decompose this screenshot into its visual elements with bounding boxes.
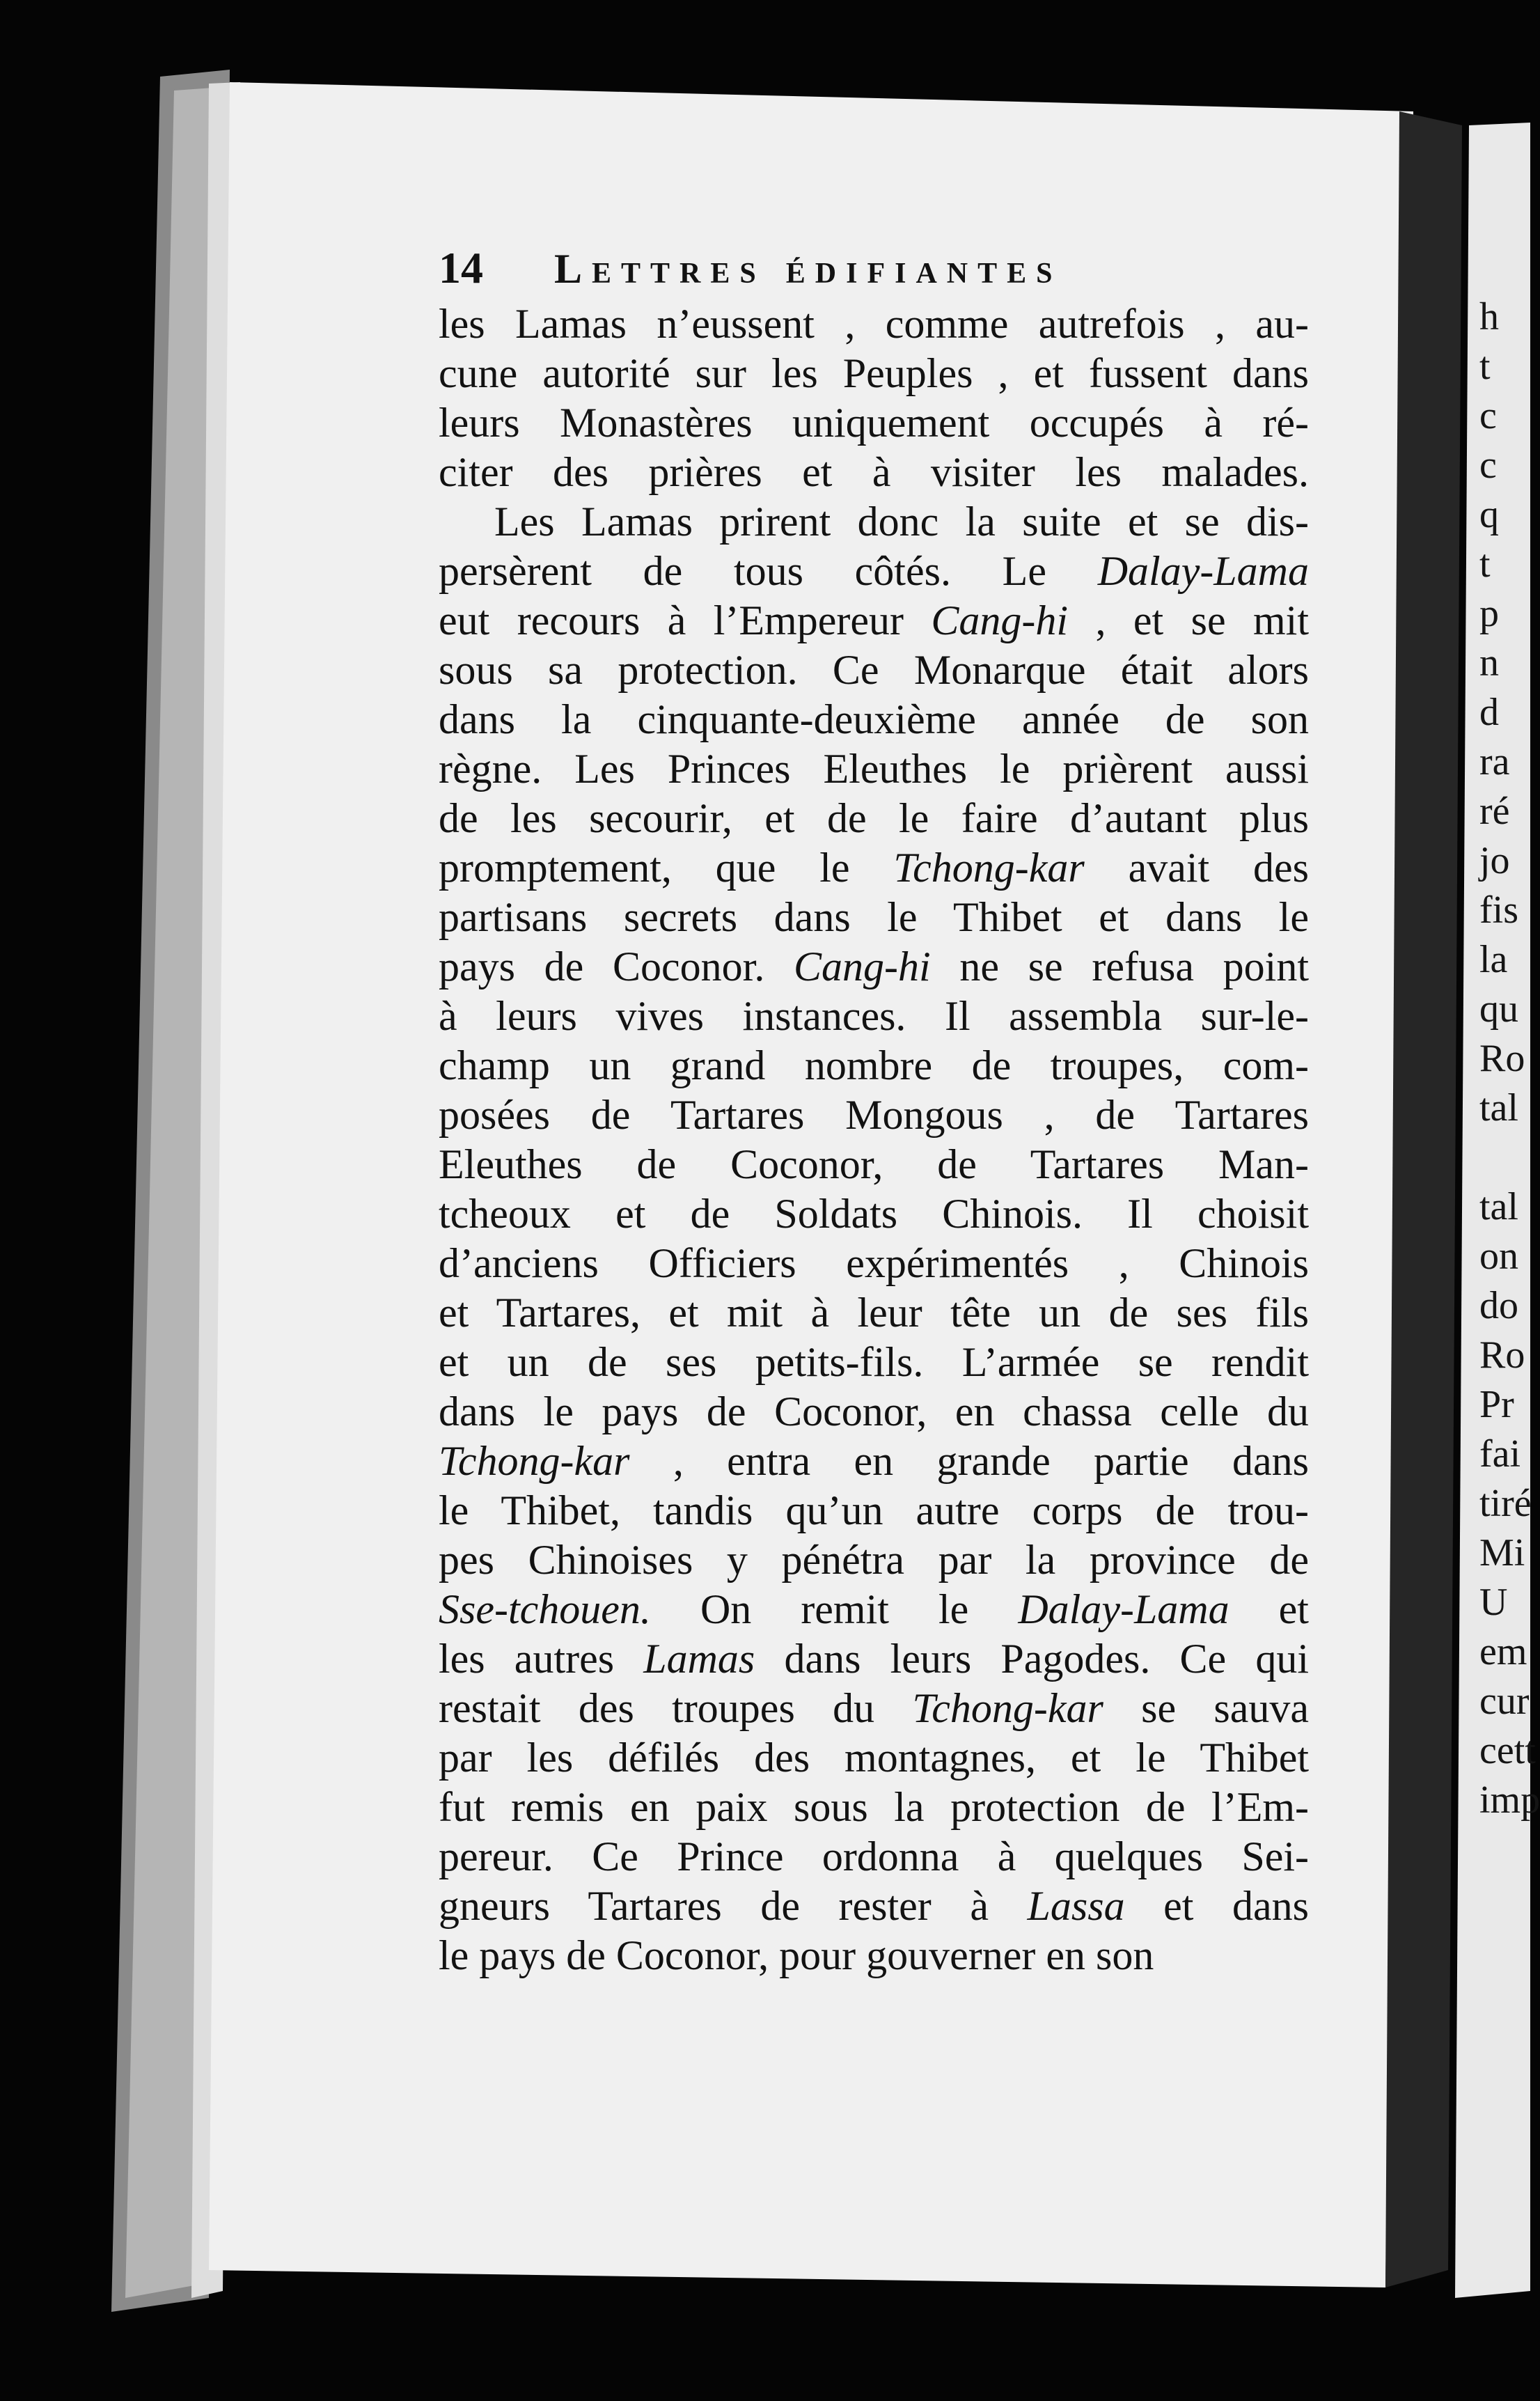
text-span: d’anciens Officiers expérimentés , Chinois — [439, 1240, 1309, 1286]
text-line — [439, 1387, 1309, 1437]
facing-page-fragment: fai — [1479, 1432, 1521, 1476]
text-line — [439, 1140, 1309, 1189]
text-span: , et se mit — [1068, 597, 1310, 643]
facing-page-fragments — [1479, 292, 1540, 1825]
facing-page-fragment: t — [1479, 345, 1491, 388]
text-span: persèrent de tous côtés. Le — [439, 548, 1098, 594]
text-line — [439, 1882, 1309, 1931]
facing-page-fragment: n — [1479, 641, 1499, 685]
text-span: posées de Tartares Mongous , de Tartares — [439, 1092, 1309, 1138]
facing-page-fragment: Pr — [1479, 1383, 1514, 1426]
text-span: dans leurs Pagodes. Ce qui — [755, 1636, 1309, 1682]
facing-page-fragment: tal — [1479, 1086, 1518, 1129]
text-line — [439, 1733, 1309, 1783]
facing-page-fragment: Mi — [1479, 1531, 1525, 1574]
text-span: partisans secrets dans le Thibet et dans le — [439, 894, 1309, 940]
facing-page-fragment: la — [1479, 938, 1508, 981]
text-line — [439, 299, 1309, 349]
facing-page-fragment: tiré — [1479, 1482, 1532, 1525]
page-number: 14 — [439, 243, 483, 292]
facing-page-fragment: cett — [1479, 1729, 1536, 1772]
text-span: et — [1229, 1586, 1309, 1632]
text-line — [439, 744, 1309, 794]
text-line — [439, 349, 1309, 398]
text-line — [439, 596, 1309, 646]
italic-span: Tchong-kar — [893, 845, 1085, 891]
italic-span: Lassa — [1027, 1883, 1125, 1929]
text-line — [439, 992, 1309, 1041]
text-span: pays de Coconor. — [439, 944, 794, 990]
italic-span: Cang-hi — [794, 944, 931, 990]
text-line — [439, 893, 1309, 942]
italic-span: Dalay-Lama — [1018, 1586, 1229, 1632]
text-span: le pays de Coconor, pour gouverner en son — [439, 1932, 1154, 1978]
facing-page-fragment: Ro — [1479, 1334, 1525, 1377]
text-line — [439, 942, 1309, 992]
facing-page-fragment: qu — [1479, 987, 1518, 1031]
facing-page-fragment: U — [1479, 1581, 1508, 1624]
facing-page-fragment: em — [1479, 1630, 1527, 1673]
italic-span: Tchong-kar — [912, 1685, 1103, 1731]
text-line — [439, 1585, 1309, 1634]
facing-page-fragment: imp — [1479, 1778, 1540, 1822]
facing-page-fragment: p — [1479, 592, 1499, 635]
text-line — [439, 1041, 1309, 1090]
text-line — [439, 1189, 1309, 1239]
text-span: dans le pays de Coconor, en chassa celle du — [439, 1389, 1309, 1434]
text-span: et un de ses petits-fils. L’armée se rendit — [439, 1339, 1309, 1385]
text-span: gneurs Tartares de rester à — [439, 1883, 1028, 1929]
text-line — [439, 1090, 1309, 1140]
text-span: eut recours à l’Empereur — [439, 597, 932, 643]
facing-page-fragment: h — [1479, 295, 1499, 338]
text-span: et dans — [1124, 1883, 1310, 1929]
text-line — [439, 1239, 1309, 1288]
text-span: pereur. Ce Prince ordonna à quelques Sei- — [439, 1833, 1309, 1879]
text-line — [439, 646, 1309, 695]
text-span: restait des troupes du — [439, 1685, 913, 1731]
facing-page-fragment — [1479, 1133, 1530, 1182]
text-span: à leurs vives instances. Il assembla sur-le- — [439, 993, 1309, 1039]
italic-span: Tchong-kar — [439, 1438, 630, 1484]
facing-page-fragment: do — [1479, 1284, 1518, 1327]
text-span: , entra en grande partie dans — [629, 1438, 1309, 1484]
facing-page-fragment: c — [1479, 444, 1497, 487]
facing-page-fragment: q — [1479, 493, 1499, 536]
facing-page-fragment: d — [1479, 691, 1499, 734]
text-line — [439, 547, 1309, 596]
facing-page-fragment: fis — [1479, 889, 1518, 932]
text-span: tcheoux et de Soldats Chinois. Il choisit — [439, 1191, 1309, 1237]
text-span: ne se refusa point — [930, 944, 1309, 990]
page-text-block — [439, 237, 1309, 1980]
running-title: Lettres édifiantes — [554, 246, 1062, 292]
text-span: sous sa protection. Ce Monarque était alors — [439, 647, 1309, 693]
text-line — [439, 695, 1309, 744]
facing-page-fragment: c — [1479, 394, 1497, 437]
italic-span: Dalay-Lama — [1097, 548, 1309, 594]
text-span: On remit le — [650, 1586, 1019, 1632]
text-line — [439, 1832, 1309, 1882]
facing-page-fragment: tal — [1479, 1185, 1518, 1228]
facing-page-fragment: jo — [1479, 839, 1510, 882]
text-span: fut remis en paix sous la protection de l’Em- — [439, 1784, 1309, 1830]
text-span: les Lamas n’eussent , comme autrefois , au- — [439, 301, 1309, 347]
text-span: champ un grand nombre de troupes, com- — [439, 1042, 1309, 1088]
text-span: le Thibet, tandis qu’un autre corps de trou- — [439, 1487, 1309, 1533]
text-line — [439, 1486, 1309, 1535]
text-line — [439, 1783, 1309, 1832]
text-span: avait des — [1084, 845, 1309, 891]
facing-page-fragment: ra — [1479, 740, 1510, 783]
text-line — [439, 843, 1309, 893]
text-span: Eleuthes de Coconor, de Tartares Man- — [439, 1141, 1309, 1187]
text-line — [439, 1931, 1309, 1980]
facing-page-fragment: cur — [1479, 1680, 1530, 1723]
text-span: Les Lamas prirent donc la suite et se dis- — [494, 499, 1309, 545]
running-head — [439, 237, 1309, 299]
facing-page-fragment: ré — [1479, 790, 1510, 833]
text-span: se sauva — [1103, 1685, 1309, 1731]
italic-span: Lamas — [643, 1636, 755, 1682]
italic-span: Sse-tchouen. — [439, 1586, 651, 1632]
text-line — [439, 398, 1309, 448]
text-line — [439, 1338, 1309, 1387]
text-span: de les secourir, et de le faire d’autant plus — [439, 795, 1309, 841]
text-span: leurs Monastères uniquement occupés à ré- — [439, 400, 1309, 446]
text-span: pes Chinoises y pénétra par la province de — [439, 1537, 1309, 1583]
text-span: dans la cinquante-deuxième année de son — [439, 696, 1309, 742]
text-line — [439, 448, 1309, 497]
text-line — [439, 1684, 1309, 1733]
body-text — [439, 299, 1309, 1980]
text-span: promptement, que le — [439, 845, 894, 891]
text-line — [439, 1634, 1309, 1684]
text-span: et Tartares, et mit à leur tête un de ses fils — [439, 1290, 1309, 1336]
text-line — [439, 497, 1309, 547]
text-line — [439, 1437, 1309, 1486]
text-span: règne. Les Princes Eleuthes le prièrent aussi — [439, 746, 1309, 792]
text-span: les autres — [439, 1636, 644, 1682]
text-line — [439, 794, 1309, 843]
italic-span: Cang-hi — [931, 597, 1069, 643]
text-span: cune autorité sur les Peuples , et fussent dans — [439, 350, 1309, 396]
facing-page-fragment: t — [1479, 542, 1491, 586]
text-span: citer des prières et à visiter les malades. — [439, 449, 1309, 495]
text-line — [439, 1535, 1309, 1585]
facing-page-fragment: Ro — [1479, 1037, 1525, 1080]
text-span: par les défilés des montagnes, et le Thibet — [439, 1735, 1309, 1781]
text-line — [439, 1288, 1309, 1338]
facing-page-fragment: on — [1479, 1235, 1518, 1278]
